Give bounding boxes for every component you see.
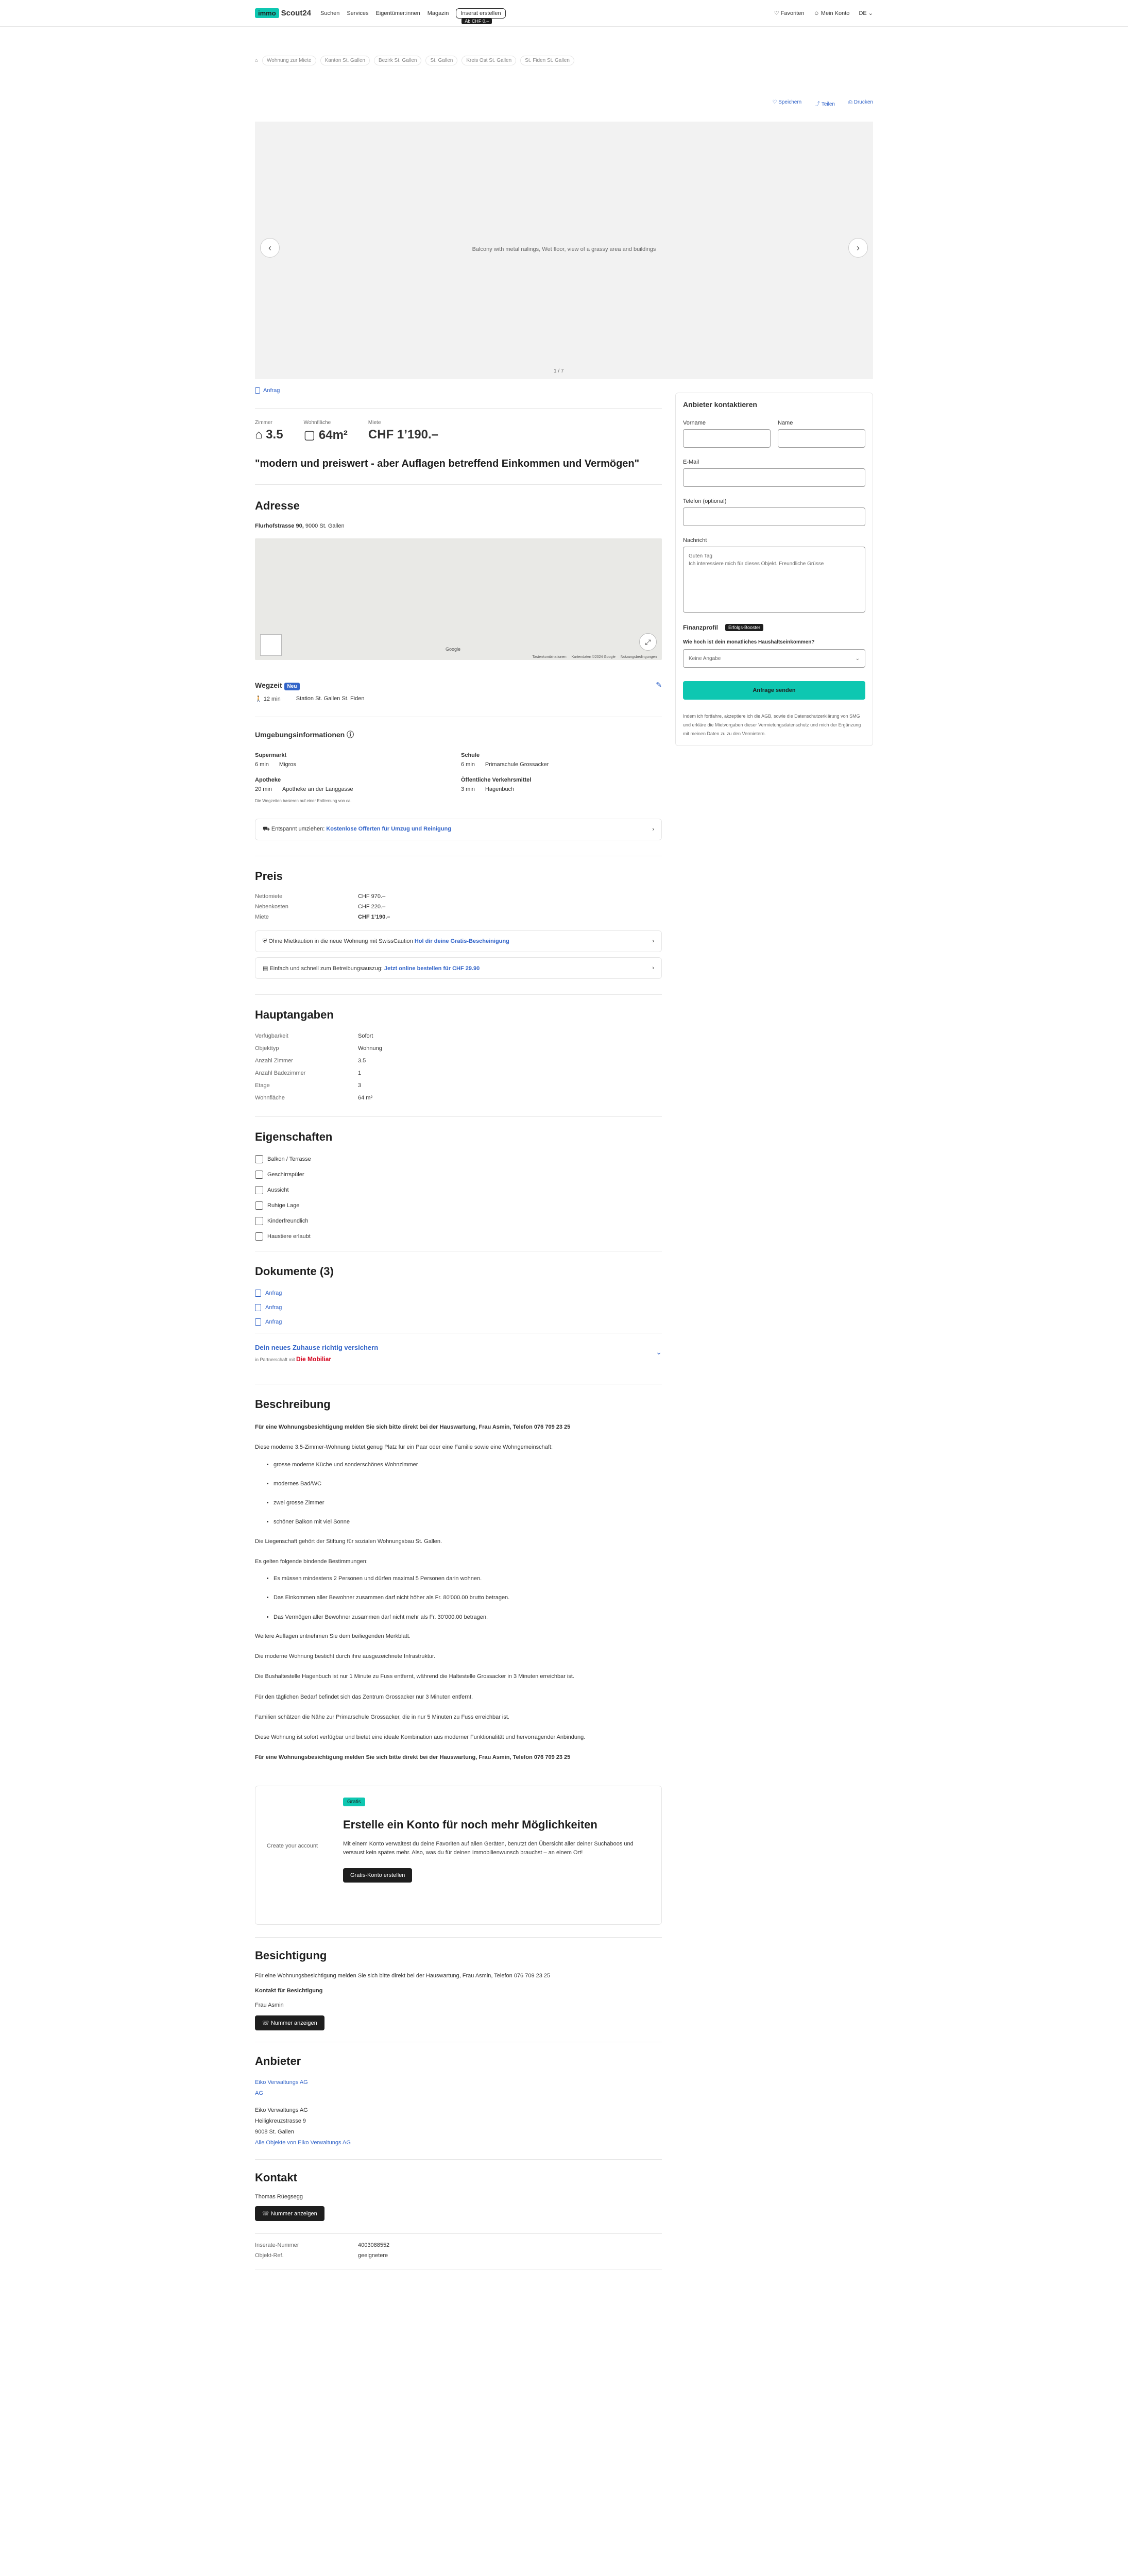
description-paragraph: Es gelten folgende bindende Bestimmungen:	[255, 1558, 368, 1565]
environment-time: 6 min	[255, 761, 269, 768]
pets-icon	[255, 1232, 263, 1241]
documents-heading: Dokumente (3)	[255, 1265, 334, 1278]
key-facts	[255, 420, 662, 443]
description-list-item: • schöner Balkon mit viel Sonne	[274, 1517, 662, 1527]
fact-key: Verfügbarkeit	[255, 1033, 288, 1039]
provider-line: Heiligkreuzstrasse 9	[255, 2117, 306, 2124]
insurance-banner[interactable]	[255, 1344, 662, 1369]
environment-time: 3 min	[461, 786, 475, 792]
description-paragraph: Die Liegenschaft gehört der Stiftung für sozialen Wohnungsbau St. Gallen.	[255, 1538, 442, 1545]
last-name-label: Name	[778, 420, 793, 426]
environment-item	[255, 752, 461, 768]
document-label: Anfrag	[265, 1319, 282, 1325]
main-facts-table	[255, 1033, 662, 1101]
edit-icon[interactable]: ✎	[656, 681, 662, 689]
income-select[interactable]	[683, 649, 865, 668]
feature-label: Kinderfreundlich	[267, 1218, 309, 1224]
debt-extract-prefix: Einfach und schnell zum Betreibungsauszug:	[269, 965, 383, 972]
last-name-group	[778, 420, 865, 448]
document-icon: ▤	[263, 965, 270, 972]
map-copyright: Kartendaten ©2024 Google	[571, 655, 616, 659]
breadcrumb-item[interactable]: Wohnung zur Miete	[262, 56, 316, 65]
area-icon: ▢	[303, 428, 319, 442]
breadcrumb-item[interactable]: Kreis Ost St. Gallen	[462, 56, 516, 65]
id-value: 4003088552	[358, 2242, 390, 2249]
caution-promo-link: Hol dir deine Gratis-Bescheinigung	[414, 938, 509, 944]
phone-input[interactable]	[683, 507, 865, 526]
feature-label: Geschirrspüler	[267, 1172, 304, 1178]
share-label: Teilen	[821, 101, 835, 107]
brand-nav	[255, 8, 506, 24]
logo-box: immo	[255, 8, 279, 18]
moving-promo-text	[263, 826, 451, 833]
shield-icon: ⛨	[263, 938, 269, 944]
nav-owners[interactable]: Eigentümer:innen	[375, 10, 420, 16]
area-fact	[304, 420, 348, 443]
account-link[interactable]	[813, 10, 849, 16]
environment-time: 20 min	[255, 786, 272, 792]
listing-title: "modern und preiswert - aber Auflagen betreffend Einkommen und Vermögen"	[255, 458, 640, 469]
favorites-link[interactable]	[774, 10, 805, 16]
rent-fact	[368, 420, 438, 443]
expand-icon: ⤢	[645, 637, 651, 646]
environment-title: Supermarkt	[255, 752, 287, 758]
commute-label: Wegzeit	[255, 681, 282, 689]
nav-magazine[interactable]: Magazin	[427, 10, 449, 16]
environment-item	[461, 777, 662, 792]
child-friendly-icon	[255, 1217, 263, 1225]
create-account-text: Mit einem Konto verwaltest du deine Favoriten auf allen Geräten, benutzt den Übersicht aller deiner Suchaboos und versaust kein spätes mehr. Also, was du für deinen Immobilienwunsch brauchst – an einem Ort!	[343, 1840, 634, 1856]
area-label: Wohnfläche	[303, 420, 331, 426]
name-row	[683, 420, 865, 448]
send-inquiry-button[interactable]: Anfrage senden	[683, 681, 865, 700]
print-button[interactable]	[848, 99, 873, 107]
phone-group	[683, 498, 865, 526]
satellite-toggle[interactable]	[260, 634, 282, 656]
chevron-right-icon: ›	[857, 242, 860, 253]
moving-promo-prefix: Entspannt umziehen:	[271, 826, 325, 832]
document-link[interactable]	[255, 1304, 662, 1311]
new-badge: Neu	[284, 683, 300, 690]
provider-link-2[interactable]: AG	[255, 2090, 263, 2096]
quiet-icon	[255, 1201, 263, 1210]
environment-title: Schule	[461, 752, 480, 758]
create-account-side: Create your account	[267, 1842, 318, 1849]
viewing-contact-label: Kontakt für Besichtigung	[255, 1988, 323, 1994]
map-terms[interactable]: Nutzungsbedingungen	[620, 655, 657, 659]
feature-item	[255, 1217, 662, 1225]
caution-promo[interactable]	[255, 930, 662, 952]
description-list-item: • zwei grosse Zimmer	[274, 1498, 662, 1508]
provider-all-listings-link[interactable]: Alle Objekte von Eiko Verwaltungs AG	[255, 2139, 351, 2146]
map-shortcuts[interactable]: Tastenkombinationen	[532, 655, 567, 659]
environment-title: Apotheke	[255, 777, 281, 783]
fact-key: Anzahl Badezimmer	[255, 1070, 306, 1076]
moving-promo-link: Kostenlose Offerten für Umzug und Reinigung	[326, 826, 451, 832]
print-label: Drucken	[853, 99, 873, 105]
message-group	[683, 537, 865, 613]
rooms-number: 3.5	[266, 428, 283, 442]
feature-label: Haustiere erlaubt	[267, 1233, 311, 1240]
dishwasher-icon	[255, 1171, 263, 1179]
provider-line: 9008 St. Gallen	[255, 2128, 294, 2135]
price-value: CHF 1’190.–	[358, 914, 390, 920]
main-nav	[320, 8, 506, 24]
home-icon[interactable]: ⌂	[255, 58, 259, 63]
fact-value: 3	[358, 1082, 362, 1089]
share-button[interactable]	[815, 99, 835, 107]
environment-place: Migros	[279, 761, 296, 768]
document-icon	[255, 1304, 261, 1311]
message-label: Nachricht	[683, 537, 707, 544]
commute-row	[255, 696, 662, 702]
legal-text: Indem ich fortfahre, akzeptiere ich die AGB, sowie die Datenschutzerklärung von SMG und erkläre die Mietvorgaben dieser Vermietungsdatenschutz und mich der Ergänzung mit meinen Daten zu zu den Vermietern.	[683, 714, 861, 737]
description-paragraph: Die moderne Wohnung besticht durch ihre ausgezeichnete Infrastruktur.	[255, 1653, 436, 1659]
map[interactable]	[255, 538, 662, 660]
document-icon	[255, 387, 260, 394]
breadcrumb	[0, 56, 1128, 65]
view-icon	[255, 1186, 263, 1194]
feature-item	[255, 1232, 662, 1241]
gallery-prev-button[interactable]	[260, 238, 280, 258]
provider-heading: Anbieter	[255, 2055, 301, 2068]
breadcrumb-item[interactable]: St. Gallen	[425, 56, 457, 65]
caution-promo-text	[263, 938, 509, 945]
description-paragraph: Diese moderne 3.5-Zimmer-Wohnung bietet genug Platz für ein Paar oder eine Familie sowie eine Wohngemeinschaft:	[255, 1444, 553, 1451]
environment-heading	[255, 730, 662, 740]
chevron-right-icon: ›	[652, 965, 654, 971]
commute-section	[255, 681, 662, 689]
environment-detail	[255, 761, 461, 768]
booster-badge: Erfolgs-Booster	[725, 624, 763, 631]
price-heading: Preis	[255, 870, 283, 883]
feature-label: Aussicht	[267, 1187, 289, 1193]
print-icon: ⎙	[848, 99, 854, 105]
description-list-item: • Es müssen mindestens 2 Personen und dürfen maximal 5 Personen darin wohnen.	[274, 1574, 662, 1584]
finance-label: Finanzprofil	[683, 624, 718, 631]
contact-form-heading: Anbieter kontaktieren	[683, 400, 757, 409]
description-list-item: • modernes Bad/WC	[274, 1479, 662, 1489]
map-google-logo: Google	[446, 647, 461, 652]
insurance-title: Dein neues Zuhause richtig versichern	[255, 1344, 379, 1351]
description-paragraph: Für den täglichen Bedarf befindet sich das Zentrum Grossacker nur 3 Minuten entfernt.	[255, 1693, 473, 1700]
rent-value: CHF 1’190.–	[368, 428, 438, 442]
debt-extract-promo[interactable]	[255, 957, 662, 979]
contact-form	[675, 393, 873, 746]
price-value: CHF 220.–	[358, 904, 386, 910]
phone-icon: ☏	[262, 2020, 271, 2027]
document-link[interactable]	[255, 1318, 662, 1326]
insurance-sub: in Partnerschaft mit	[255, 1357, 295, 1362]
insert-listing-price-tag: Ab CHF 0.–	[462, 18, 492, 24]
heart-icon: ♡	[772, 99, 779, 105]
debt-extract-text	[263, 965, 480, 972]
first-name-label: Vorname	[683, 420, 706, 426]
email-input[interactable]	[683, 468, 865, 487]
caution-promo-prefix: Ohne Mietkaution in die neue Wohnung mit SwissCaution	[268, 938, 413, 944]
feature-item	[255, 1155, 662, 1163]
environment-item	[255, 777, 461, 792]
environment-item	[461, 752, 662, 768]
feature-label: Ruhige Lage	[267, 1202, 300, 1209]
fact-key: Wohnfläche	[255, 1095, 285, 1101]
email-group	[683, 459, 865, 487]
description-list	[274, 1460, 662, 1528]
top-bar	[0, 0, 1128, 27]
environment-title: Öffentliche Verkehrsmittel	[461, 777, 532, 783]
address-street: Flurhofstrasse 90,	[255, 523, 304, 529]
provider-line: Eiko Verwaltungs AG	[255, 2107, 308, 2113]
description-intro: Für eine Wohnungsbesichtigung melden Sie sich bitte direkt bei der Hauswartung, Frau Asmin, Telefon 076 709 23 25	[255, 1424, 571, 1430]
environment-note: Die Wegzeiten basieren auf einer Entfernung von ca.	[255, 799, 352, 803]
commute-time-value: 12 min	[263, 696, 281, 702]
id-key: Objekt-Ref.	[255, 2252, 284, 2259]
breadcrumb-item[interactable]: Bezirk St. Gallen	[374, 56, 421, 65]
save-label: Speichern	[778, 99, 802, 105]
chevron-left-icon: ‹	[268, 242, 271, 253]
map-fullscreen-button[interactable]	[639, 633, 657, 651]
viewing-contact-name: Frau Asmin	[255, 2002, 284, 2009]
message-textarea[interactable]: Guten Tag Ich interessiere mich für dieses Objekt. Freundliche Grüsse	[683, 547, 865, 613]
address-city: 9000 St. Gallen	[305, 523, 345, 529]
create-account-title: Erstelle ein Konto für noch mehr Möglichkeiten	[343, 1818, 597, 1831]
walk-icon: 🚶	[255, 696, 264, 702]
fact-value: Sofort	[358, 1033, 373, 1039]
save-button[interactable]	[772, 99, 801, 107]
description-list	[274, 1574, 662, 1622]
features-list	[255, 1155, 662, 1241]
insurance-brand: Die Mobiliar	[296, 1355, 332, 1363]
contact-show-number-button[interactable]	[255, 2206, 324, 2221]
description-paragraph: Diese Wohnung ist sofort verfügbar und bietet eine ideale Kombination aus moderner Funktionalität und hervorragender Anbindung.	[255, 1734, 586, 1740]
environment-detail	[255, 786, 461, 792]
email-label: E-Mail	[683, 459, 699, 465]
language-selector[interactable]	[859, 10, 873, 16]
document-label: Anfrag	[265, 1304, 282, 1311]
price-key: Miete	[255, 914, 269, 920]
price-key: Nettomiete	[255, 893, 283, 900]
listing-actions	[772, 99, 873, 107]
info-icon[interactable]: ⓘ	[347, 731, 354, 739]
price-value: CHF 970.–	[358, 893, 386, 900]
feature-item	[255, 1201, 662, 1210]
address-heading: Adresse	[255, 499, 300, 512]
chevron-down-icon: ⌄	[656, 1348, 662, 1356]
description-paragraph: Weitere Auflagen entnehmen Sie dem beiliegenden Merkblatt.	[255, 1633, 411, 1639]
account-label: Mein Konto	[821, 10, 850, 16]
gallery-next-button[interactable]	[848, 238, 868, 258]
description-list-item: • Das Vermögen aller Bewohner zusammen darf nicht mehr als Fr. 30'000.00 betragen.	[274, 1613, 662, 1622]
rent-label: Miete	[368, 420, 381, 426]
id-value: geeignetere	[358, 2252, 388, 2259]
finance-header	[683, 624, 865, 631]
balcony-icon	[255, 1155, 263, 1163]
fact-key: Objekttyp	[255, 1045, 279, 1052]
document-link[interactable]	[255, 1290, 662, 1297]
moving-promo[interactable]	[255, 819, 662, 840]
environment-place: Hagenbuch	[485, 786, 515, 792]
favorites-label: Favoriten	[780, 10, 805, 16]
debt-extract-link: Jetzt online bestellen für CHF 29.90	[384, 965, 480, 972]
breadcrumb-item[interactable]: St. Fiden St. Gallen	[520, 56, 574, 65]
contact-show-number-label: Nummer anzeigen	[270, 2211, 317, 2217]
environment-place: Apotheke an der Langgasse	[282, 786, 353, 792]
map-attribution	[532, 655, 657, 659]
first-name-group	[683, 420, 771, 448]
chevron-down-icon: ⌄	[866, 10, 873, 16]
logo-text: Scout24	[281, 9, 312, 18]
income-select-value: Keine Angabe	[689, 655, 721, 662]
listing-main	[255, 387, 662, 2269]
rooms-fact	[255, 420, 283, 443]
document-link[interactable]	[255, 387, 662, 394]
finance-question: Wie hoch ist dein monatliches Haushaltseinkommen?	[683, 639, 815, 645]
fact-key: Anzahl Zimmer	[255, 1058, 293, 1064]
create-account-button[interactable]: Gratis-Konto erstellen	[343, 1868, 412, 1883]
environment-place: Primarschule Grossacker	[485, 761, 549, 768]
user-nav	[774, 10, 873, 16]
truck-icon: ⛟	[263, 826, 271, 832]
phone-icon: ☏	[262, 2211, 271, 2217]
description-paragraph: Familien schätzen die Nähe zur Primarschule Grossacker, die in nur 5 Minuten zu Fuss erreichbar ist.	[255, 1714, 509, 1720]
description-heading: Beschreibung	[255, 1398, 331, 1411]
user-icon: ☺	[813, 10, 821, 16]
commute-heading	[255, 681, 300, 689]
documents-list	[255, 1290, 662, 1326]
description-outro: Für eine Wohnungsbesichtigung melden Sie sich bitte direkt bei der Hauswartung, Frau Asmin, Telefon 076 709 23 25	[255, 1754, 571, 1761]
share-icon: ⤴	[815, 101, 822, 107]
document-icon	[255, 1318, 261, 1326]
fact-value: Wohnung	[358, 1045, 382, 1052]
provider-link[interactable]: Eiko Verwaltungs AG	[255, 2079, 308, 2086]
chevron-right-icon: ›	[652, 826, 654, 833]
fact-value: 64 m²	[358, 1095, 373, 1101]
listing-ids	[255, 2242, 662, 2259]
nav-search[interactable]: Suchen	[320, 10, 340, 16]
gallery-image-alt: Balcony with metal railings, Wet floor, view of a grassy area and buildings	[472, 246, 656, 252]
chevron-down-icon: ⌄	[855, 655, 860, 662]
nav-services[interactable]: Services	[347, 10, 369, 16]
house-icon: ⌂	[255, 428, 266, 442]
last-name-input[interactable]	[778, 429, 865, 448]
id-key: Inserate-Nummer	[255, 2242, 299, 2249]
environment-heading-text: Umgebungsinformationen	[255, 731, 345, 739]
breadcrumb-item[interactable]: Kanton St. Gallen	[320, 56, 370, 65]
viewing-show-number-button[interactable]	[255, 2015, 324, 2030]
environment-detail	[461, 786, 662, 792]
create-account-card	[255, 1786, 662, 1925]
features-heading: Eigenschaften	[255, 1130, 333, 1143]
viewing-heading: Besichtigung	[255, 1948, 327, 1962]
description-body	[255, 1422, 662, 1763]
main-facts-heading: Hauptangaben	[255, 1008, 334, 1021]
provider-block	[255, 2077, 662, 2148]
description-list-item: • grosse moderne Küche und sonderschönes Wohnzimmer	[274, 1460, 662, 1470]
feature-item	[255, 1171, 662, 1179]
viewing-show-number-label: Nummer anzeigen	[270, 2020, 317, 2027]
environment-grid	[255, 752, 662, 792]
contact-heading: Kontakt	[255, 2171, 297, 2184]
address-text	[255, 523, 662, 529]
heart-icon: ♡	[774, 10, 781, 16]
price-key: Nebenkosten	[255, 904, 288, 910]
feature-item	[255, 1186, 662, 1194]
environment-detail	[461, 761, 662, 768]
document-icon	[255, 1290, 261, 1297]
description-list-item: • Das Einkommen aller Bewohner zusammen darf nicht höher als Fr. 80'000.00 brutto betragen.	[274, 1593, 662, 1603]
commute-time	[255, 696, 281, 702]
viewing-text: Für eine Wohnungsbesichtigung melden Sie sich bitte direkt bei der Hauswartung, Frau Asmin, Telefon 076 709 23 25	[255, 1972, 551, 1979]
gallery-counter: 1 / 7	[554, 368, 564, 374]
logo[interactable]	[255, 8, 311, 18]
feature-label: Balkon / Terrasse	[267, 1156, 311, 1162]
first-name-input[interactable]	[683, 429, 771, 448]
area-value	[304, 428, 348, 443]
create-account-content	[343, 1797, 652, 1883]
phone-label: Telefon (optional)	[683, 498, 727, 504]
area-number: 64m²	[318, 428, 348, 442]
description-paragraph: Die Bushaltestelle Hagenbuch ist nur 1 Minute zu Fuss entfernt, während die Haltestelle Grossacker in 3 Minuten erreichbar ist.	[255, 1673, 574, 1680]
image-gallery[interactable]	[255, 122, 873, 379]
insurance-partner	[255, 1355, 662, 1363]
free-badge: Gratis	[343, 1798, 365, 1806]
insert-listing-label: Inserat erstellen	[460, 10, 501, 16]
commute-destination: Station St. Gallen St. Fiden	[296, 696, 365, 702]
chevron-right-icon: ›	[652, 938, 654, 944]
document-link-label: Anfrag	[263, 387, 280, 394]
language-label: DE	[859, 10, 867, 16]
document-label: Anfrag	[265, 1290, 282, 1296]
environment-time: 6 min	[461, 761, 475, 768]
price-table	[255, 893, 662, 920]
rooms-label: Zimmer	[255, 420, 272, 426]
contact-name: Thomas Rüegsegg	[255, 2194, 303, 2200]
insert-listing-button[interactable]	[456, 8, 505, 24]
fact-value: 1	[358, 1070, 362, 1076]
rooms-value	[255, 428, 283, 442]
fact-value: 3.5	[358, 1058, 366, 1064]
fact-key: Etage	[255, 1082, 270, 1089]
